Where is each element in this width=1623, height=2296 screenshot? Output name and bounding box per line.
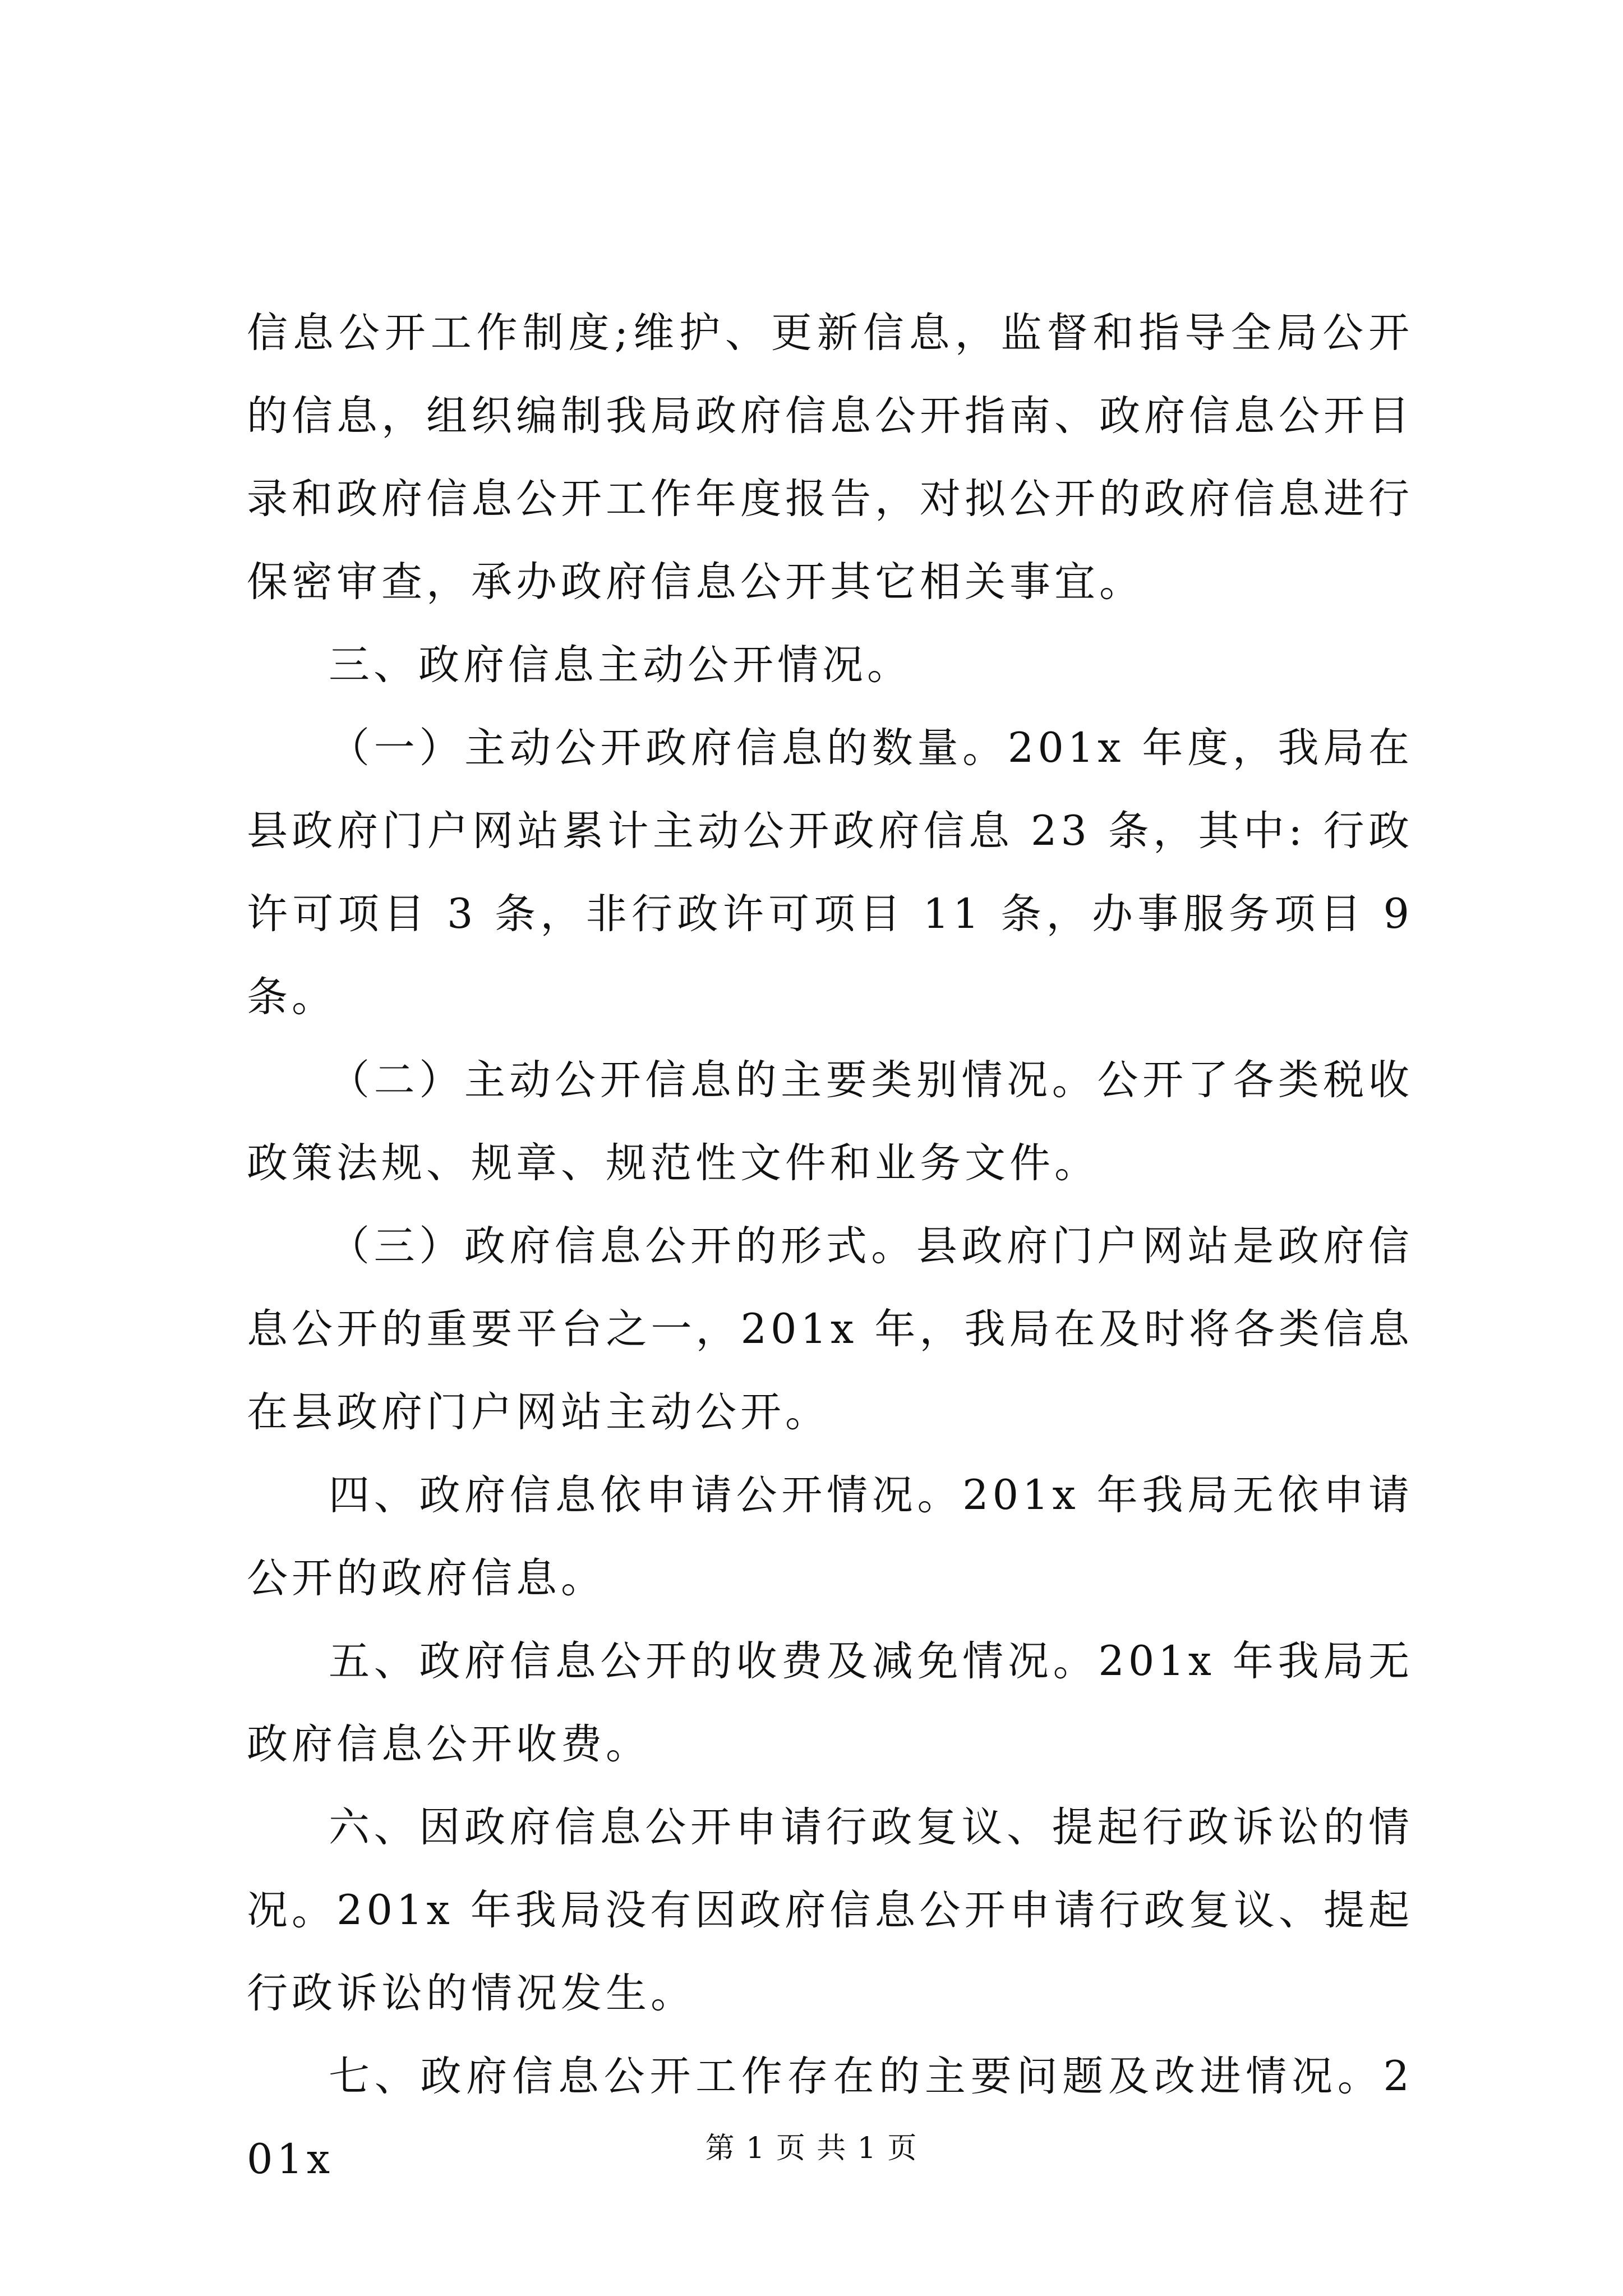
paragraph-section-5: 五、政府信息公开的收费及减免情况。201x 年我局无政府信息公开收费。	[247, 1637, 1413, 1768]
paragraph-section-3-3: （三）政府信息公开的形式。县政府门户网站是政府信息公开的重要平台之一，201x 年，我局在及时将各类信息在县政府门户网站主动公开。	[247, 1222, 1413, 1436]
paragraph-section-3-1: （一）主动公开政府信息的数量。201x 年度，我局在县政府门户网站累计主动公开政府信息 23 条，其中: 行政许可项目 3 条，非行政许可项目 11 条，办事服务项目 9 条。	[247, 724, 1413, 1021]
page-footer: 第 1 页 共 1 页	[705, 2132, 918, 2165]
paragraph-continued-duties: 信息公开工作制度;维护、更新信息，监督和指导全局公开的信息，组织编制我局政府信息公开指南、政府信息公开目录和政府信息公开工作年度报告，对拟公开的政府信息进行保密审查，承办政府信息公开其它相关事宜。	[247, 309, 1413, 606]
paragraph-section-6: 六、因政府信息公开申请行政复议、提起行政诉讼的情况。201x 年我局没有因政府信息公开申请行政复议、提起行政诉讼的情况发生。	[247, 1803, 1413, 2017]
document-body	[247, 292, 1413, 2201]
paragraph-section-7: 七、政府信息公开工作存在的主要问题及改进情况。201x	[247, 2053, 1413, 2183]
paragraph-section-4: 四、政府信息依申请公开情况。201x 年我局无依申请公开的政府信息。	[247, 1471, 1413, 1602]
paragraph-section-3-2: （二）主动公开信息的主要类别情况。公开了各类税收政策法规、规章、规范性文件和业务文件。	[247, 1056, 1413, 1187]
paragraph-section-3-heading: 三、政府信息主动公开情况。	[329, 641, 912, 689]
